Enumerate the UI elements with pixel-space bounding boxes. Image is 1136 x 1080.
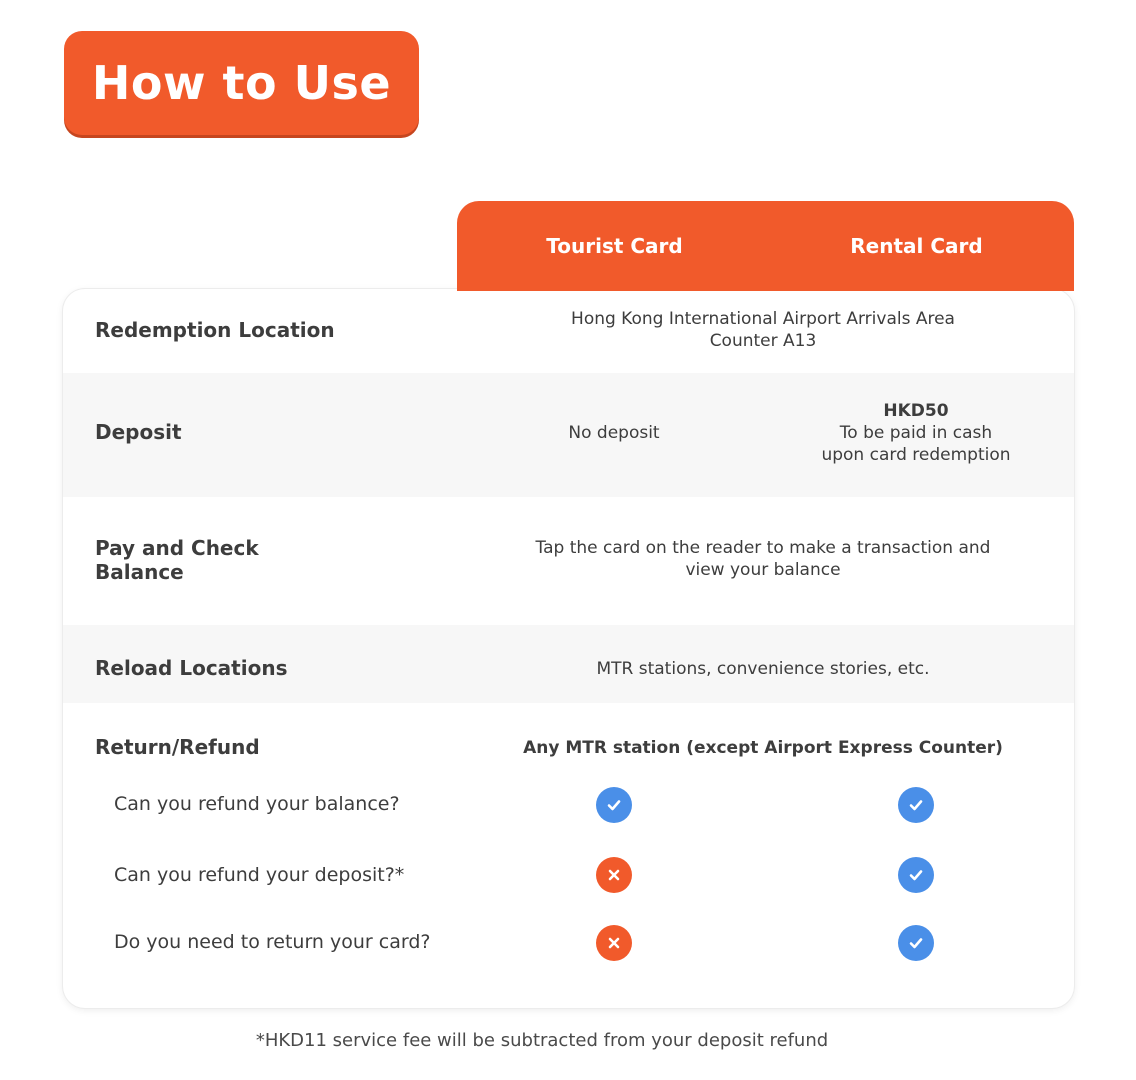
row-label: Deposit bbox=[95, 420, 182, 444]
deposit-amount: HKD50 bbox=[883, 401, 949, 421]
row-label bbox=[95, 536, 259, 584]
pay-line-2: view your balance bbox=[685, 560, 841, 580]
check-icon bbox=[898, 787, 934, 823]
deposit-rental-value bbox=[776, 400, 1056, 466]
question-refund-balance: Can you refund your balance? bbox=[114, 793, 400, 815]
row-return-refund bbox=[63, 703, 1074, 1008]
page-title: How to Use bbox=[91, 56, 392, 110]
redemption-line-2: Counter A13 bbox=[709, 331, 817, 351]
deposit-tourist-value: No deposit bbox=[568, 423, 660, 443]
column-header-rental-card: Rental Card bbox=[850, 234, 983, 258]
reload-locations-value: MTR stations, convenience stories, etc. bbox=[596, 659, 930, 679]
redemption-line-1: Hong Kong International Airport Arrivals Area bbox=[571, 309, 955, 329]
comparison-table bbox=[63, 289, 1074, 1008]
row-pay-check-balance bbox=[63, 497, 1074, 625]
column-header-tourist-card: Tourist Card bbox=[546, 234, 683, 258]
column-header bbox=[457, 201, 1074, 291]
row-label-line-1: Pay and Check bbox=[95, 536, 259, 560]
row-label-line-2: Balance bbox=[95, 560, 184, 584]
footnote: *HKD11 service fee will be subtracted from your deposit refund bbox=[255, 1030, 829, 1051]
deposit-rental-line-1: To be paid in cash bbox=[839, 423, 993, 443]
check-icon bbox=[898, 925, 934, 961]
return-location-value: Any MTR station (except Airport Express Counter) bbox=[523, 738, 1003, 758]
check-icon bbox=[596, 787, 632, 823]
pay-line-1: Tap the card on the reader to make a transaction and bbox=[535, 538, 991, 558]
question-return-card: Do you need to return your card? bbox=[114, 931, 431, 953]
row-label: Reload Locations bbox=[95, 656, 288, 680]
deposit-rental-line-2: upon card redemption bbox=[821, 445, 1011, 465]
row-deposit bbox=[63, 373, 1074, 497]
row-label: Redemption Location bbox=[95, 318, 335, 342]
row-redemption-location bbox=[63, 289, 1074, 373]
question-refund-deposit: Can you refund your deposit?* bbox=[114, 864, 405, 886]
row-reload-locations bbox=[63, 625, 1074, 703]
cross-icon bbox=[596, 925, 632, 961]
title-banner bbox=[64, 31, 419, 135]
check-icon bbox=[898, 857, 934, 893]
cross-icon bbox=[596, 857, 632, 893]
redemption-location-value bbox=[503, 308, 1023, 352]
pay-check-value bbox=[483, 537, 1043, 581]
row-label: Return/Refund bbox=[95, 735, 260, 759]
